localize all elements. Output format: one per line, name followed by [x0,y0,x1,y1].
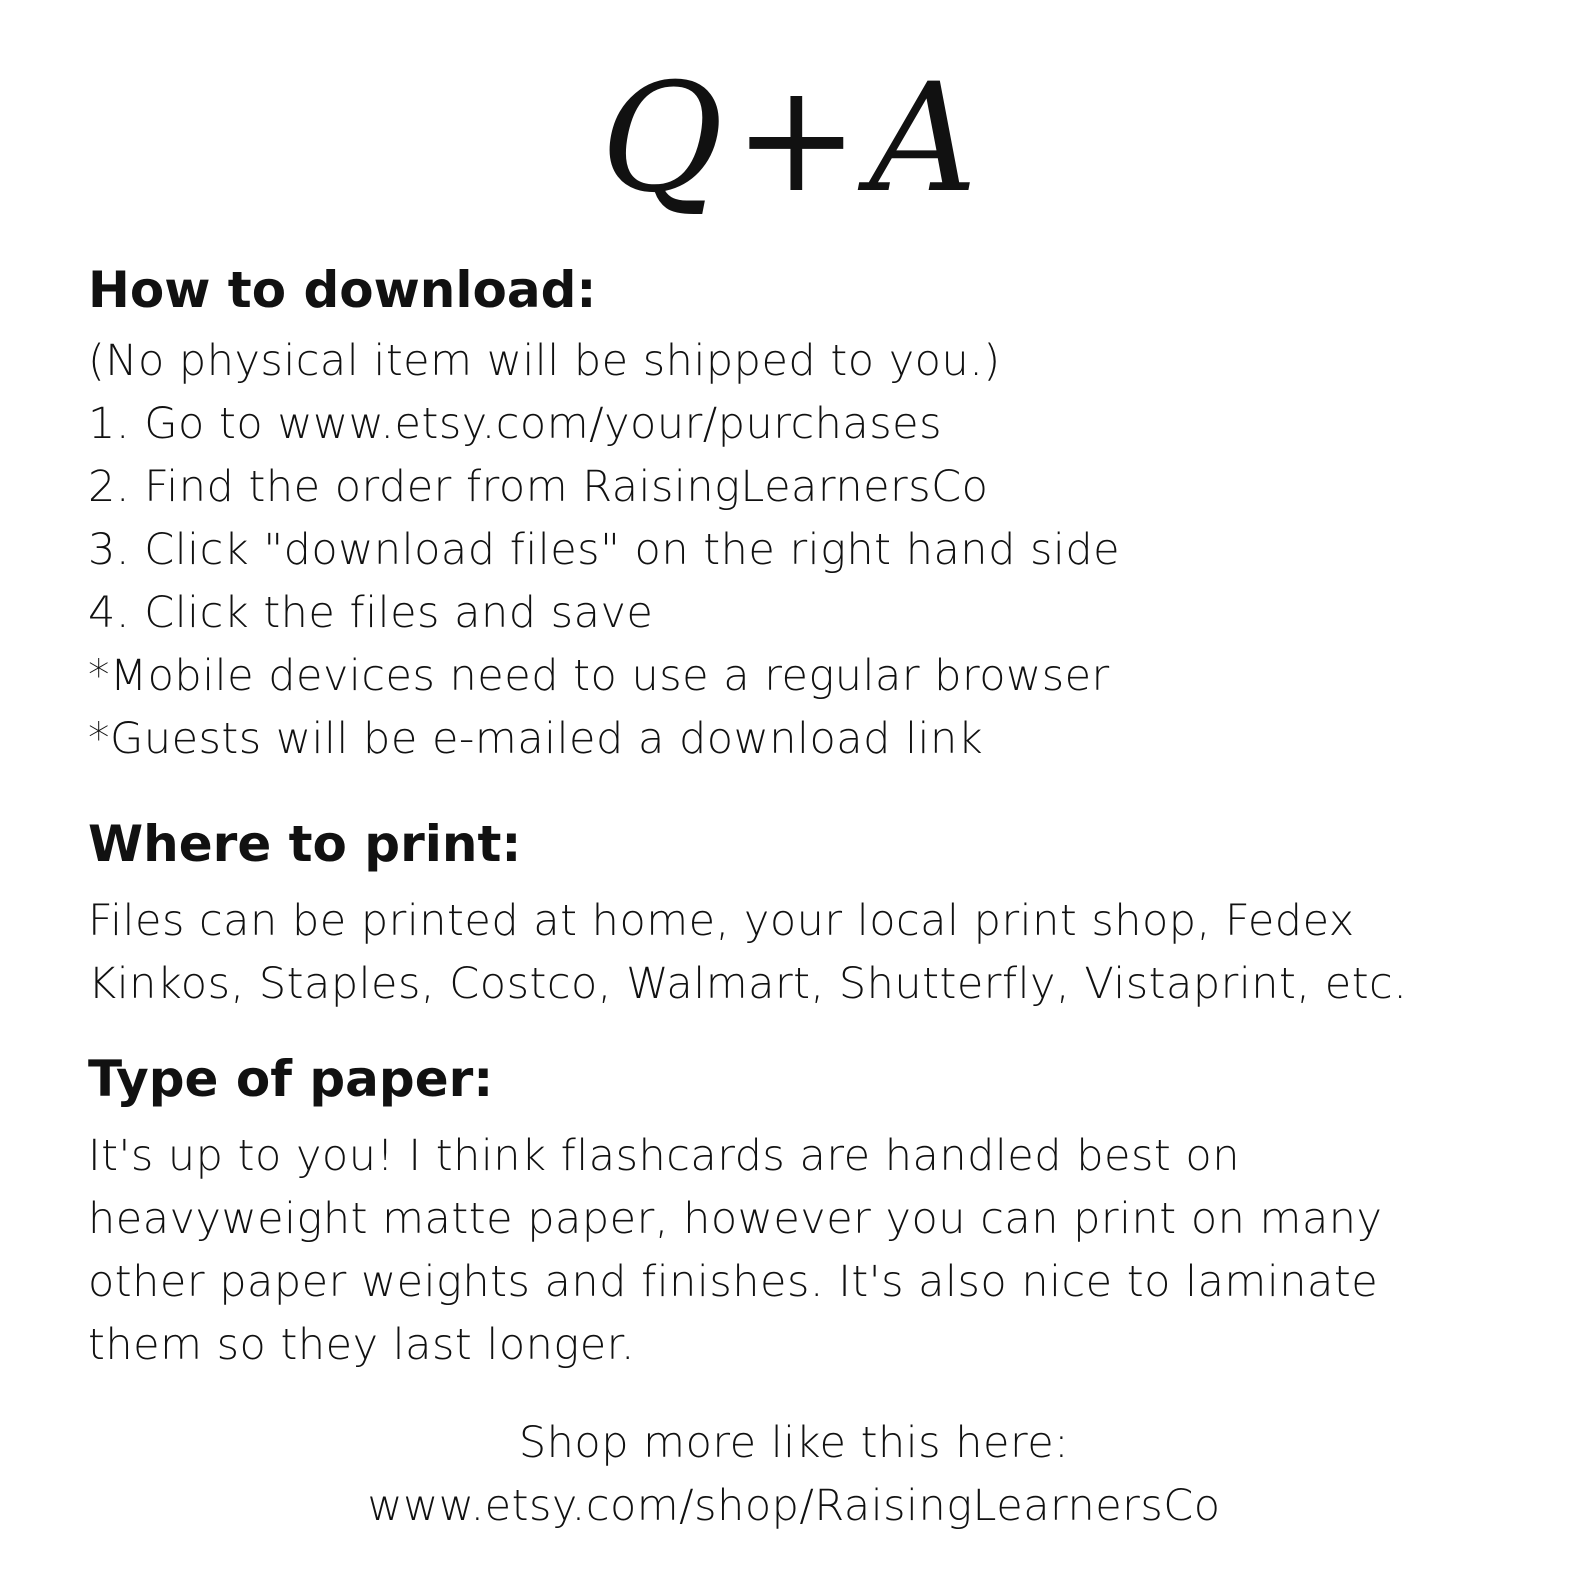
heading-type-of-paper: Type of paper: [88,1050,494,1108]
download-guest-note: *Guests will be e-mailed a download link [88,714,984,764]
footer-shop-url: www.etsy.com/shop/RaisingLearnersCo [367,1481,1221,1531]
footer-shop-label: Shop more like this here: [518,1418,1070,1468]
print-line-1: Files can be printed at home, your local print shop, Fedex [88,896,1355,946]
paper-text [88,1125,1528,1377]
heading-how-to-download: How to download: [88,261,597,319]
paper-line-3: other paper weights and finishes. It's also nice to laminate [88,1257,1379,1307]
download-steps [88,330,1528,771]
heading-where-to-print: Where to print: [88,815,522,873]
download-step-1: 1. Go to www.etsy.com/your/purchases [88,399,943,449]
section-where-to-print [88,812,1528,1016]
page-title: Q+A [600,52,988,226]
download-step-3: 3. Click "download files" on the right hand side [88,525,1121,575]
download-mobile-note: *Mobile devices need to use a regular browser [88,651,1110,701]
paper-line-4: them so they last longer. [88,1320,636,1370]
section-type-of-paper [88,1047,1528,1377]
section-how-to-download [88,258,1528,771]
download-step-4: 4. Click the files and save [88,588,654,638]
download-note: (No physical item will be shipped to you.) [88,336,1001,386]
print-line-2: Kinkos, Staples, Costco, Walmart, Shutterfly, Vistaprint, etc. [88,959,1408,1009]
download-step-2: 2. Find the order from RaisingLearnersCo [88,462,989,512]
paper-line-1: It's up to you! I think flashcards are handled best on [88,1131,1240,1181]
footer [0,1412,1588,1538]
paper-line-2: heavyweight matte paper, however you can print on many [88,1194,1383,1244]
print-text [88,890,1528,1016]
